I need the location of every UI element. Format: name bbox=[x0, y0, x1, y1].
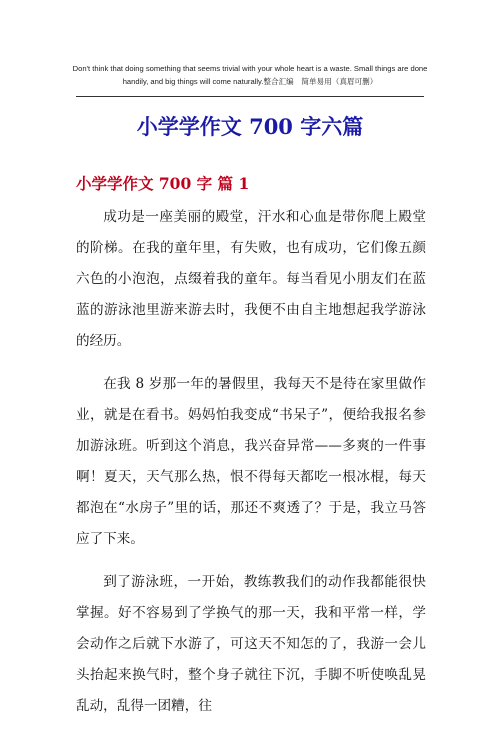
paragraph: 到了游泳班，一开始，教练教我们的动作我都能很快掌握。好不容易到了学换气的那一天，我和平常一样，学会动作之后就下水游了，可这天不知怎的了，我游一会儿头抬起来换气时，整个身子就往下沉，手脚不听使唤乱晃乱动，乱得一团糟，往 bbox=[76, 574, 426, 714]
page-header bbox=[72, 62, 428, 88]
header-quote: Don't think that doing something that seems trivial with your whole heart is a waste. Small things are done handily, and big things will come naturally. bbox=[72, 64, 428, 86]
paragraph: 成功是一座美丽的殿堂，汗水和心血是带你爬上殿堂的阶梯。在我的童年里，有失败，也有成功，它们像五颜六色的小泡泡，点缀着我的童年。每当看见小朋友们在蓝蓝的游泳池里游来游去时，我便不由自主地想起我学游泳的经历。 bbox=[76, 209, 426, 349]
header-divider bbox=[76, 96, 424, 97]
paragraph: 在我 8 岁那一年的暑假里，我每天不是待在家里做作业，就是在看书。妈妈怕我变成“书呆子”，便给我报名参加游泳班。听到这个消息，我兴奋异常——多爽的一件事啊！夏天，天气那么热，恨不得每天都吃一根冰棍，每天都泡在“水房子”里的话，那还不爽透了？于是，我立马答应了下来。 bbox=[76, 376, 426, 547]
section-title: 小学学作文 700 字 篇 1 bbox=[76, 174, 250, 193]
document-title: 小学学作文 700 字六篇 bbox=[136, 114, 364, 139]
document-body bbox=[76, 202, 426, 734]
header-compiler-note: 整合汇编 简单易用（真眉可删） bbox=[263, 77, 378, 86]
